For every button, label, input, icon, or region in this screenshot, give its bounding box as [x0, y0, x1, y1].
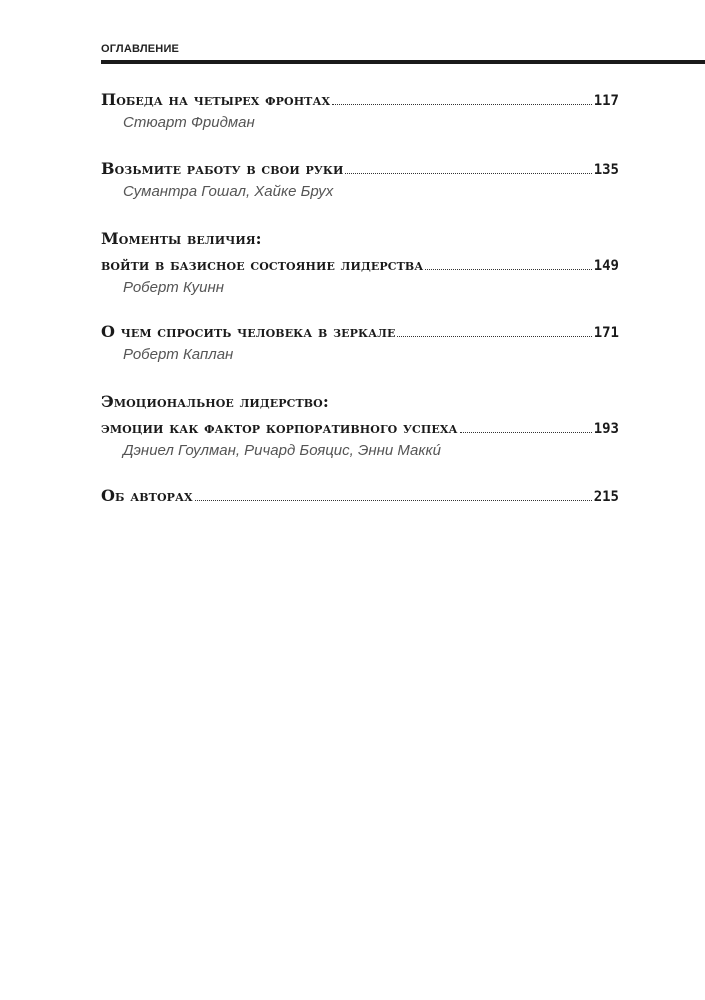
toc-entry-line	[101, 255, 619, 277]
toc-entry-title: Моменты величия:	[101, 229, 262, 248]
toc-entry	[101, 486, 619, 508]
toc-entry-line	[101, 322, 619, 344]
toc-entry-line	[101, 90, 619, 112]
toc-entry	[101, 159, 619, 203]
toc-entry-subtitle: войти в базисное состояние лидерства	[101, 255, 424, 274]
dot-leader	[195, 500, 592, 501]
toc-entry	[101, 392, 619, 462]
toc-entry-author: Дэниел Гоулман, Ричард Бояцис, Энни Маккú	[123, 442, 441, 459]
toc-entry-title-line	[101, 229, 619, 251]
toc-entry-title: Победа на четырех фронтах	[101, 90, 331, 109]
toc-entry-author: Роберт Каплан	[123, 346, 234, 363]
toc-entry-line	[101, 159, 619, 181]
dot-leader	[425, 269, 591, 270]
toc-entry-author: Стюарт Фридман	[123, 114, 255, 131]
dot-leader	[460, 432, 592, 433]
toc-entry	[101, 229, 619, 299]
toc-entry-subtitle: эмоции как фактор корпоративного успеха	[101, 418, 458, 437]
toc-entry-title: Эмоциональное лидерство:	[101, 392, 329, 411]
toc-entry-author: Сумантра Гошал, Хайке Брух	[123, 183, 334, 200]
toc-entry-title: Об авторах	[101, 486, 193, 505]
dot-leader	[345, 173, 591, 174]
toc-entry-line	[101, 418, 619, 440]
toc-page-number: 149	[593, 258, 619, 274]
toc-page-number: 135	[593, 162, 619, 178]
toc-entry-author: Роберт Куинн	[123, 279, 224, 296]
toc-page-number: 215	[593, 489, 619, 505]
toc-entry-title: Возьмите работу в свои руки	[101, 159, 344, 178]
header-rule	[101, 60, 705, 64]
toc-entry	[101, 90, 619, 134]
toc-entry	[101, 322, 619, 366]
toc-page-number: 117	[593, 93, 619, 109]
running-head: ОГЛАВЛЕНИЕ	[101, 43, 180, 55]
toc-entry-title: О чем спросить человека в зеркале	[101, 322, 396, 341]
dot-leader	[332, 104, 592, 105]
dot-leader	[397, 336, 591, 337]
toc-entry-line	[101, 486, 619, 508]
toc-page-number: 171	[593, 325, 619, 341]
toc-entry-title-line	[101, 392, 619, 414]
toc-page-number: 193	[593, 421, 619, 437]
